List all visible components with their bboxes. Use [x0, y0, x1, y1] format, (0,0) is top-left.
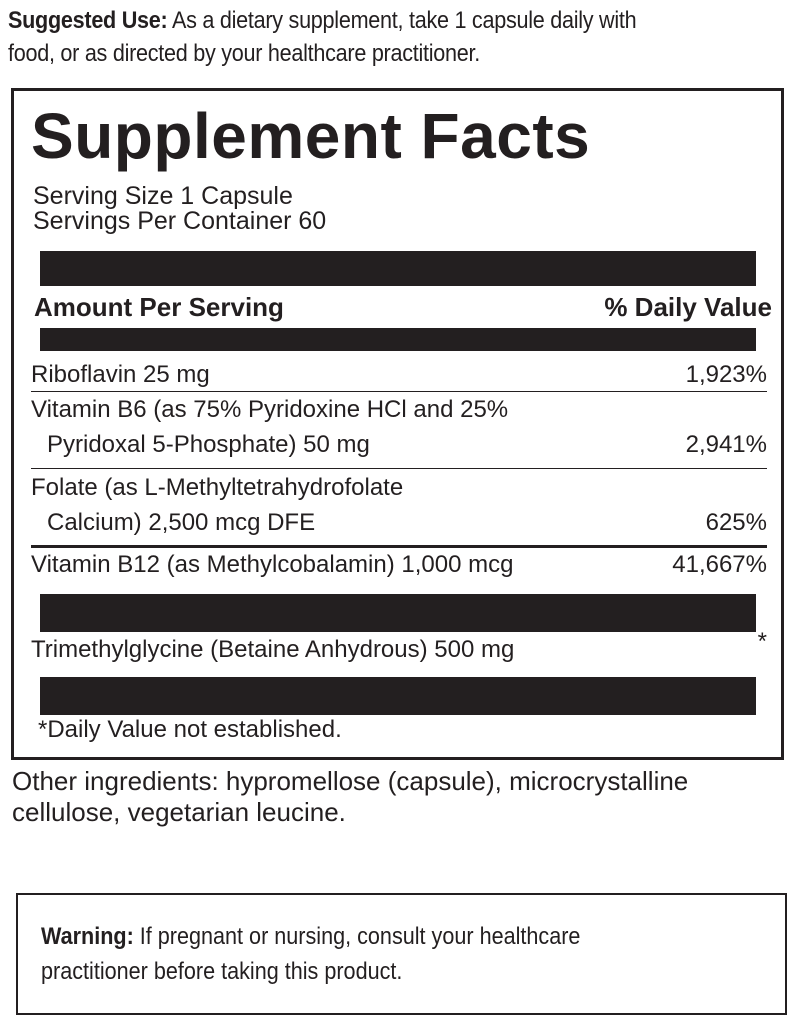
supplement-facts-panel	[11, 88, 784, 760]
warning-box	[16, 893, 787, 1015]
nutrient-dv: 41,667%	[672, 551, 767, 578]
suggested-use	[8, 4, 719, 70]
thick-bar-bottom	[40, 677, 756, 715]
nutrient-name: Trimethylglycine (Betaine Anhydrous) 500 mg	[31, 636, 515, 663]
thick-bar-header	[40, 328, 756, 351]
suggested-use-line1: As a dietary supplement, take 1 capsule daily with	[167, 7, 637, 34]
warning-line2: practitioner before taking this product.	[41, 958, 403, 985]
nutrient-name: Vitamin B6 (as 75% Pyridoxine HCl and 25%	[31, 396, 509, 423]
nutrient-row-vitamin-b6	[31, 394, 767, 464]
facts-title: Supplement Facts	[31, 100, 591, 172]
nutrient-row-folate	[31, 472, 767, 542]
suggested-use-line2: food, or as directed by your healthcare practitioner.	[8, 40, 480, 67]
nutrient-name: Vitamin B12 (as Methylcobalamin) 1,000 mcg	[31, 551, 514, 578]
amount-per-serving-header: Amount Per Serving	[34, 292, 284, 322]
nutrient-dv: 2,941%	[685, 431, 767, 458]
other-ingredients	[12, 766, 688, 828]
thick-bar-middle	[40, 594, 756, 632]
nutrient-name-cont: Calcium) 2,500 mcg DFE	[47, 509, 316, 536]
suggested-use-label: Suggested Use:	[8, 7, 168, 34]
nutrient-name-cont: Pyridoxal 5-Phosphate) 50 mg	[47, 431, 370, 458]
nutrient-name: Riboflavin 25 mg	[31, 361, 210, 388]
nutrient-row-trimethylglycine	[31, 628, 767, 669]
warning-line1: If pregnant or nursing, consult your healthcare	[133, 923, 581, 950]
nutrient-dv: 1,923%	[685, 361, 767, 388]
other-ingredients-line1: Other ingredients: hypromellose (capsule), microcrystalline	[12, 766, 689, 796]
nutrient-row-riboflavin	[31, 359, 767, 394]
nutrient-name: Folate (as L-Methyltetrahydrofolate	[31, 474, 404, 501]
warning-text	[41, 919, 689, 989]
thick-bar-top	[40, 251, 756, 286]
nutrient-dv: 625%	[705, 509, 767, 536]
servings-per-container: Servings Per Container 60	[33, 207, 327, 235]
nutrient-dv: *	[757, 628, 767, 655]
serving-size: Serving Size 1 Capsule	[33, 182, 293, 210]
row-divider	[31, 391, 767, 392]
nutrient-row-vitamin-b12	[31, 549, 767, 584]
daily-value-header: % Daily Value	[604, 292, 772, 322]
row-divider	[31, 545, 767, 548]
footnote: *Daily Value not established.	[38, 716, 342, 743]
warning-label: Warning:	[41, 923, 134, 950]
other-ingredients-line2: cellulose, vegetarian leucine.	[12, 797, 346, 827]
row-divider	[31, 468, 767, 469]
